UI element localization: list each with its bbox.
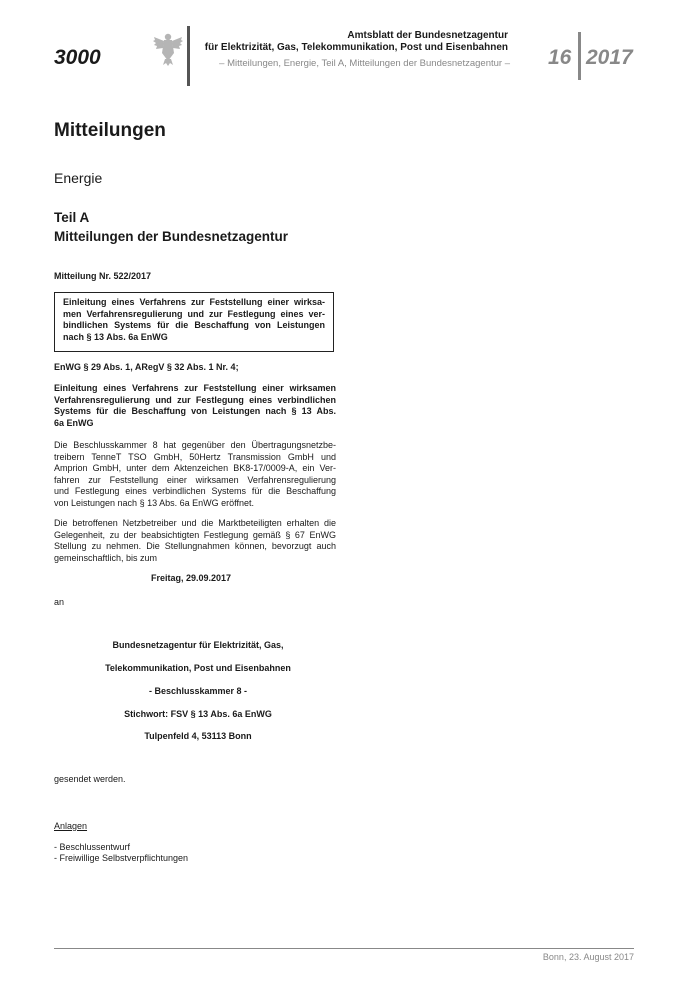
part-title: Mitteilungen der Bundesnetzagentur — [54, 229, 289, 244]
notice-title-line: men Verfahrensregulierung und zur Festlegung eines ver- — [63, 308, 325, 319]
gazette-title-line1: Amtsblatt der Bundesnetzagentur — [347, 30, 508, 41]
address-line: Bundesnetzagentur für Elektrizität, Gas, — [112, 640, 284, 650]
notice-heading — [54, 383, 336, 429]
attachments-label: Anlagen — [54, 821, 88, 831]
notice-title-line: bindlichen Systems für die Beschaffung von Leistungen — [63, 320, 325, 330]
notice-title-box — [54, 292, 334, 352]
paragraph-line: Die Beschlusskammer 8 hat gegenüber den Übertragungsnetzbe- — [54, 440, 336, 450]
sent-text: gesendet werden. — [54, 774, 126, 784]
federal-eagle-icon — [152, 31, 184, 67]
paragraph-line: fahren zur Feststellung einer wirksamen Verfahrensregulierung — [54, 474, 336, 485]
page-number: 3000 — [54, 46, 101, 69]
notice-number: Mitteilung Nr. 522/2017 — [54, 271, 152, 281]
deadline-date: Freitag, 29.09.2017 — [151, 573, 232, 583]
paragraph-line: und Festlegung eines verbindlichen Systems für die Beschaffung — [54, 486, 336, 497]
paragraph-line: Amprion GmbH, unter dem Aktenzeichen BK8-17/0009-A, ein Ver- — [54, 463, 336, 474]
part-label: Teil A — [54, 210, 90, 225]
paragraph-2 — [54, 518, 336, 564]
paragraph-line: Die betroffenen Netzbetreiber und die Marktbeteiligten erhalten die — [54, 518, 336, 528]
attachment-item: - Freiwillige Selbstverpflichtungen — [54, 853, 189, 863]
issue-divider — [578, 32, 581, 80]
paragraph-1 — [54, 440, 336, 510]
issue-year: 2017 — [586, 46, 633, 69]
footer-divider — [54, 948, 634, 949]
gazette-subtitle: – Mitteilungen, Energie, Teil A, Mitteilungen der Bundesnetzagentur – — [219, 58, 510, 69]
subsection-title: Energie — [54, 170, 103, 186]
paragraph-line: Stellung zu nehmen. Die Stellungnahmen können, bevorzugt auch — [54, 541, 336, 552]
notice-heading-line: Systems für die Beschaffung von Leistungen nach § 13 Abs. — [54, 406, 336, 417]
issue-number: 16 — [548, 46, 572, 69]
paragraph-line: Gelegenheit, zu der beabsichtigten Festlegung gemäß § 67 EnWG — [54, 529, 336, 540]
attachment-item: - Beschlussentwurf — [54, 842, 131, 852]
paragraph-line: von Leistungen nach § 13 Abs. 6a EnWG eröffnet. — [54, 497, 254, 508]
gazette-title-line2: für Elektrizität, Gas, Telekommunikation, Post und Eisenbahnen — [204, 42, 508, 53]
legal-reference: EnWG § 29 Abs. 1, ARegV § 32 Abs. 1 Nr. 4; — [54, 362, 239, 372]
address-line: Tulpenfeld 4, 53113 Bonn — [144, 731, 252, 741]
notice-heading-line: 6a EnWG — [54, 417, 94, 428]
section-title: Mitteilungen — [54, 120, 166, 141]
to-label: an — [54, 597, 65, 607]
notice-title-line: Einleitung eines Verfahrens zur Feststellung einer wirksa- — [63, 297, 325, 307]
notice-heading-line: Einleitung eines Verfahrens zur Feststellung einer wirksamen — [54, 383, 336, 393]
footer-place-date: Bonn, 23. August 2017 — [542, 952, 634, 962]
paragraph-line: treibern TenneT TSO GmbH, 50Hertz Transmission GmbH und — [54, 451, 336, 462]
header-divider — [187, 26, 190, 86]
notice-title-line: nach § 13 Abs. 6a EnWG — [63, 331, 168, 342]
address-line: Telekommunikation, Post und Eisenbahnen — [105, 663, 291, 673]
address-line: - Beschlusskammer 8 - — [148, 686, 248, 696]
address-line: Stichwort: FSV § 13 Abs. 6a EnWG — [124, 709, 272, 719]
notice-heading-line: Verfahrensregulierung und zur Festlegung eines verbindlichen — [54, 394, 336, 405]
paragraph-line: gemeinschaftlich, bis zum — [54, 552, 158, 563]
